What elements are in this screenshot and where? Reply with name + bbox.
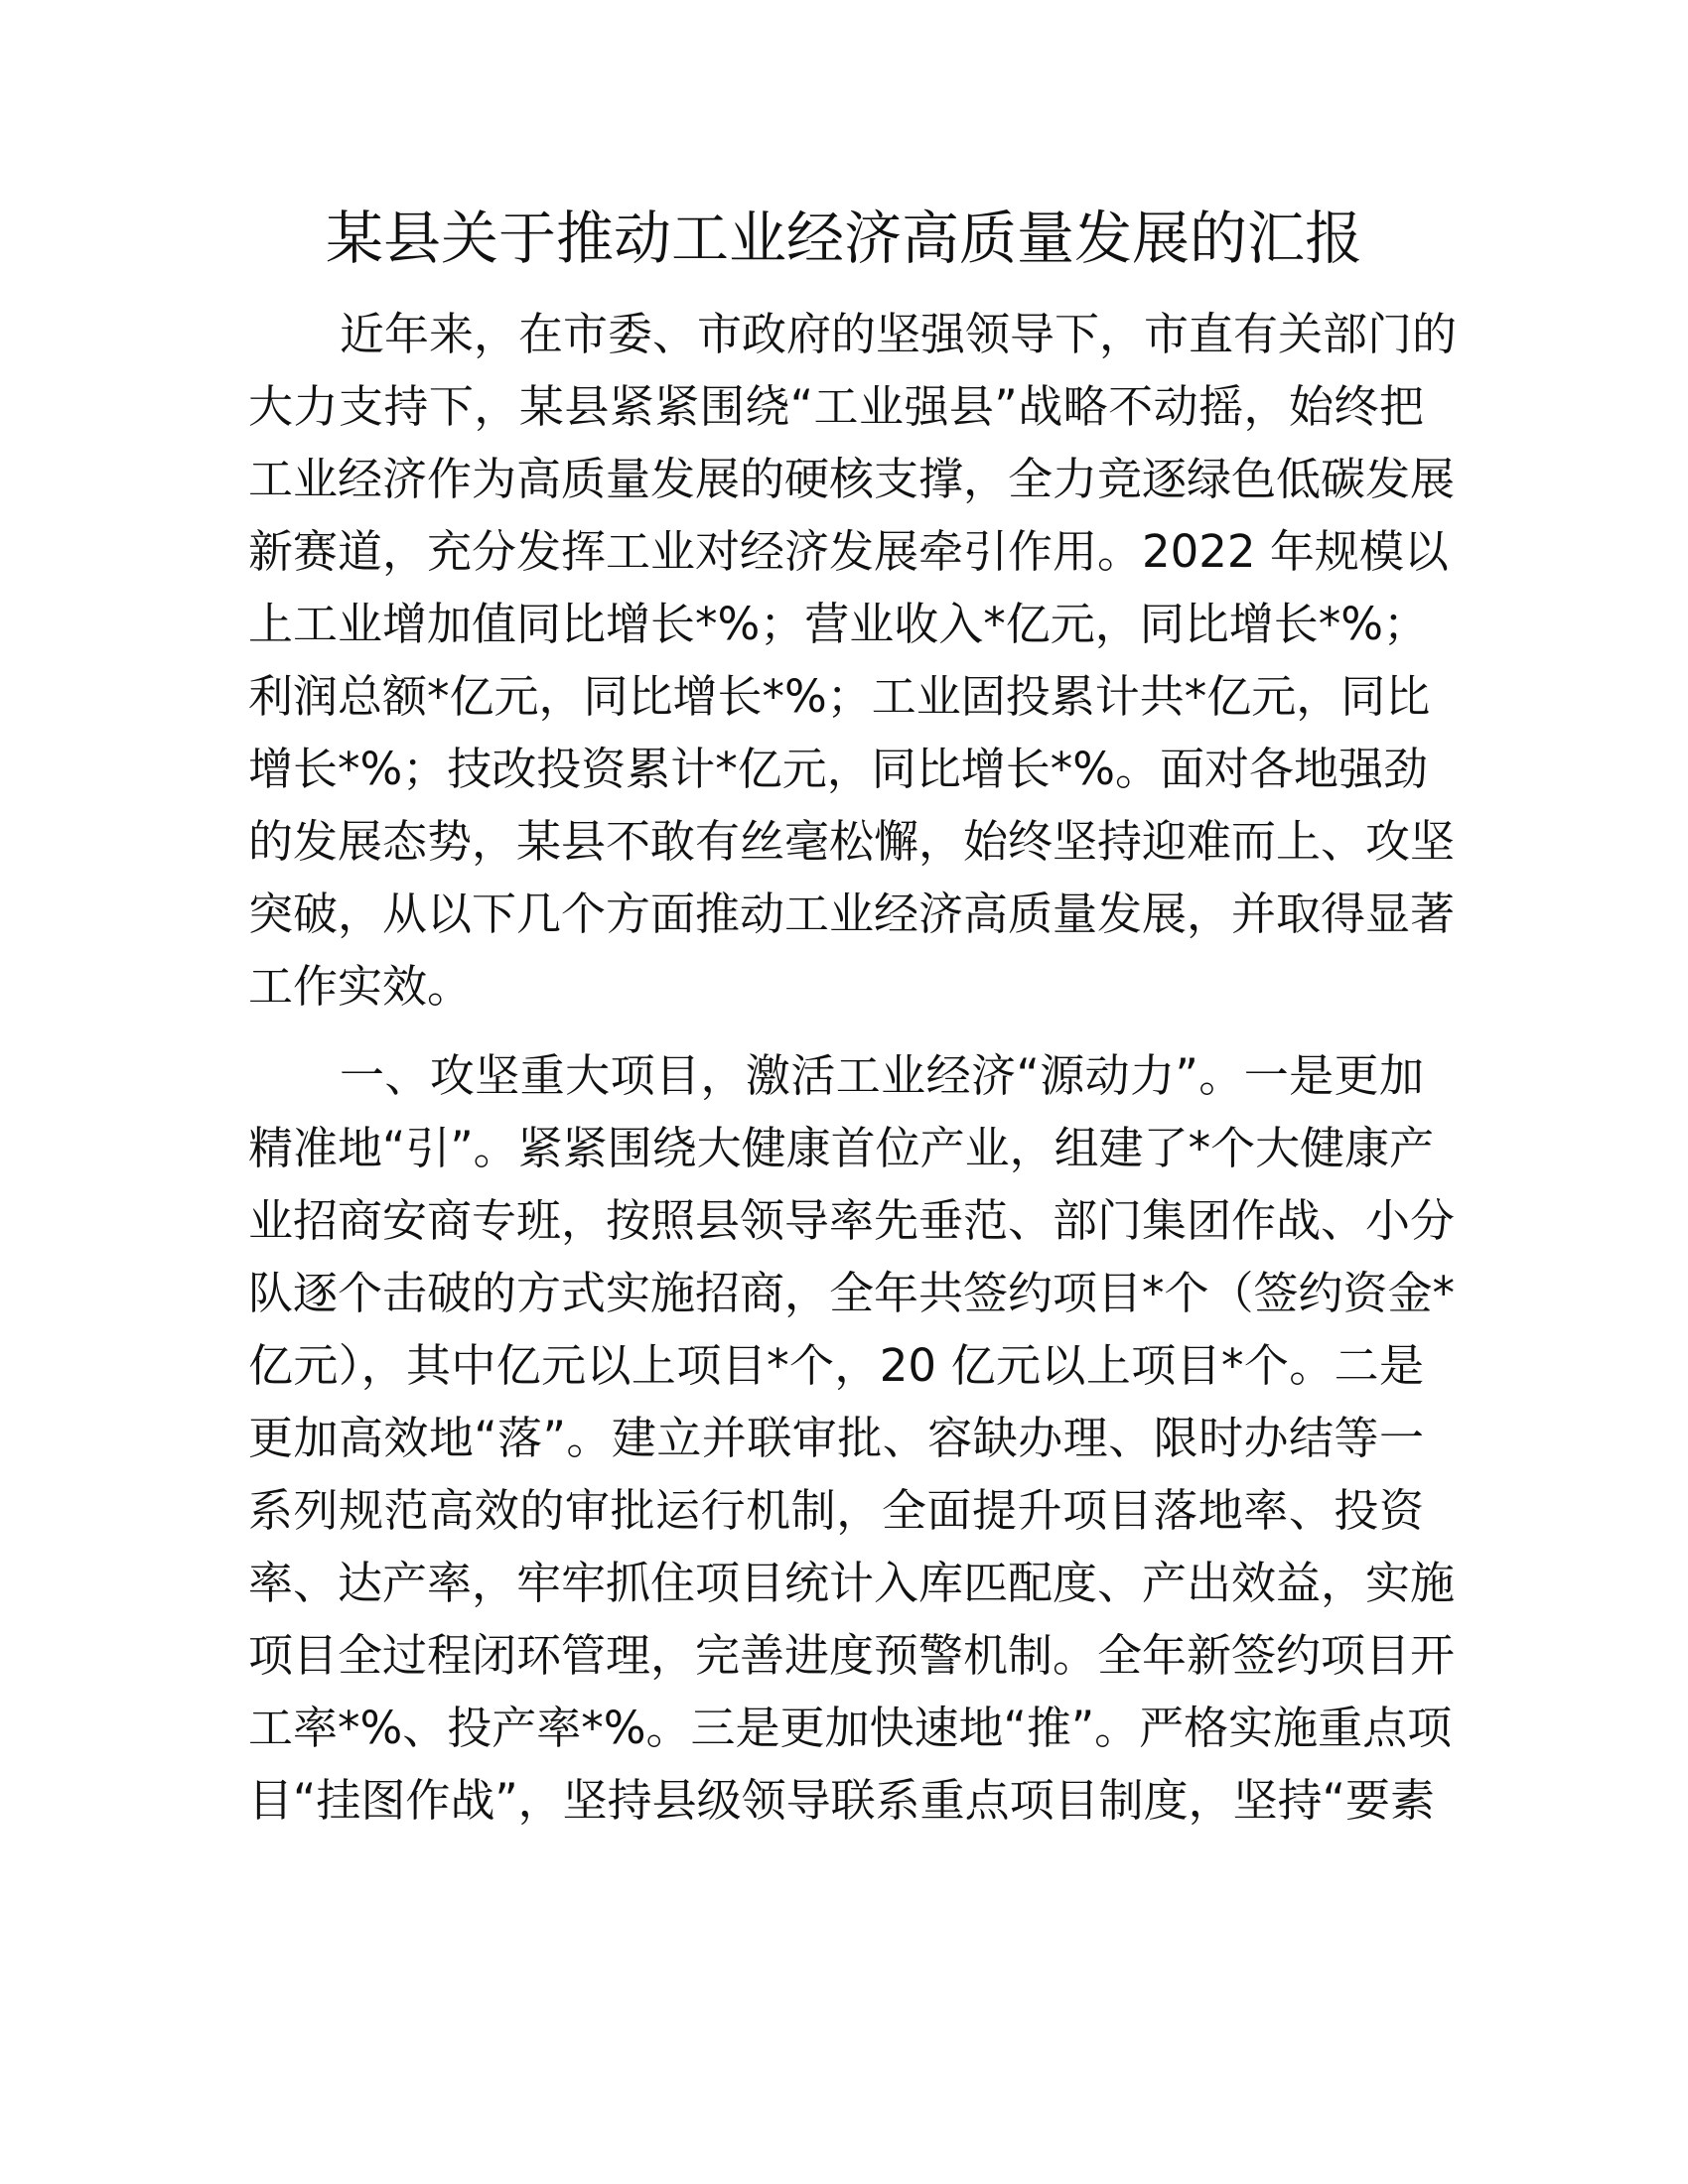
- paragraph-line: 的发展态势，某县不敢有丝毫松懈，始终坚持迎难而上、攻坚: [248, 815, 1456, 868]
- paragraph-line: 利润总额*亿元，同比增长*%；工业固投累计共*亿元，同比: [248, 670, 1431, 723]
- paragraph-section-one: [248, 1039, 1456, 1837]
- paragraph-line: 率、达产率，牢牢抓住项目统计入库匹配度、产出效益，实施: [248, 1557, 1456, 1609]
- paragraph-line: 更加高效地“落”。建立并联审批、容缺办理、限时办结等一: [248, 1412, 1424, 1464]
- paragraph-line: 近年来，在市委、市政府的坚强领导下，市直有关部门的: [340, 308, 1458, 360]
- paragraph-line: 突破，从以下几个方面推动工业经济高质量发展，并取得显著: [248, 887, 1456, 940]
- paragraph-line: 工业经济作为高质量发展的硬核支撑，全力竞逐绿色低碳发展: [248, 453, 1456, 505]
- paragraph-line: 业招商安商专班，按照县领导率先垂范、部门集团作战、小分: [248, 1194, 1456, 1247]
- paragraph-line: 上工业增加值同比增长*%；营业收入*亿元，同比增长*%；: [248, 598, 1429, 650]
- paragraph-line: 工作实效。: [248, 960, 473, 1013]
- paragraph-line: 精准地“引”。紧紧围绕大健康首位产业，组建了*个大健康产: [248, 1122, 1435, 1174]
- paragraph-line: 系列规范高效的审批运行机制，全面提升项目落地率、投资: [248, 1484, 1424, 1537]
- paragraph-line: 增长*%；技改投资累计*亿元，同比增长*%。面对各地强劲: [248, 743, 1429, 795]
- paragraph-line: 工率*%、投产率*%。三是更加快速地“推”。严格实施重点项: [248, 1702, 1453, 1754]
- paragraph-line: 一、攻坚重大项目，激活工业经济“源动力”。一是更加: [340, 1049, 1424, 1102]
- document-title: 某县关于推动工业经济高质量发展的汇报: [325, 205, 1362, 272]
- paragraph-line: 亿元），其中亿元以上项目*个，20 亿元以上项目*个。二是: [248, 1339, 1424, 1392]
- paragraph-line: 项目全过程闭环管理，完善进度预警机制。全年新签约项目开: [248, 1629, 1456, 1682]
- paragraph-line: 队逐个击破的方式实施招商，全年共签约项目*个（签约资金*: [248, 1267, 1456, 1319]
- paragraph-line: 目“挂图作战”，坚持县级领导联系重点项目制度，坚持“要素: [248, 1774, 1435, 1827]
- paragraph-line: 新赛道，充分发挥工业对经济发展牵引作用。2022 年规模以: [248, 525, 1449, 578]
- paragraph-intro: [248, 298, 1458, 1023]
- paragraph-line: 大力支持下，某县紧紧围绕“工业强县”战略不动摇，始终把: [248, 380, 1424, 433]
